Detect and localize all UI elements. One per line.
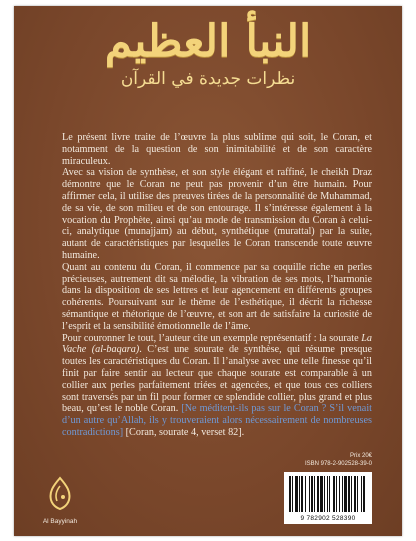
barcode-bar (309, 476, 310, 512)
barcode-bar (295, 476, 298, 512)
isbn-label: ISBN 978-2-902528-39-0 (304, 461, 372, 467)
sourate-name: La Vache (al-baqara) (62, 332, 372, 356)
blurb-paragraph: Quant au contenu du Coran, il commence par sa coquille riche en perles précieuses, autrement dit sa mélodie, la vibration de ses mots, l’harmonie dans la disposition de ses lettres et leur agencement en différents groupes cohérents. Poursuivant sur le thème de l’esthétique, il décrit la richesse sémantique et rhétorique de l’œuvre, et son art de satisfaire la curiosité de l’esprit et la sensibilité émotionnelle de l’âme. (62, 261, 372, 332)
publisher-logo-icon (43, 476, 77, 512)
arabic-subtitle: نظرات جديدة في القرآن (120, 69, 296, 89)
barcode-bar (329, 476, 330, 512)
final-part1: Pour couronner le tout, l’auteur cite un exemple représentatif : la sourate (62, 332, 362, 344)
barcode-bars (289, 476, 367, 512)
barcode-bar (317, 476, 319, 512)
price-block (305, 452, 372, 468)
blurb-paragraph-final (62, 333, 372, 439)
barcode-bar (305, 476, 306, 512)
barcode (284, 472, 372, 524)
blurb-paragraph: Le présent livre traite de l’œuvre la plus sublime qui soit, le Coran, et notamment de la question de son inimitabilité et de son caractère miraculeux. (62, 132, 372, 167)
barcode-bar (327, 476, 328, 512)
barcode-bar (342, 476, 343, 512)
book-back-cover (14, 6, 402, 536)
publisher-name: Al Bayyinah (42, 518, 78, 525)
barcode-bar (301, 476, 303, 512)
barcode-bar (324, 476, 325, 512)
barcode-bar (354, 476, 356, 512)
barcode-bar (314, 476, 315, 512)
barcode-bar (344, 476, 347, 512)
barcode-bar (351, 476, 352, 512)
arabic-title: النبأ العظيم (104, 16, 312, 67)
blurb-paragraph: Avec sa vision de synthèse, et son style élégant et raffiné, le cheikh Draz démontre que le Coran ne peut pas provenir d’un être humain. Pour affirmer cela, il utilise des preuves tirées de la personnalité de Muhammad, de sa vie, de son milieu et de son entourage. Il s’intéresse également à la vocation du Prophète, ainsi qu’au mode de transmission du Coran à celui-ci, analytique (munajjam) au début, synthétique (murattal) par la suite, autant de caractéristiques par lesquelles le Coran transcende toute œuvre humaine. (62, 167, 372, 261)
final-part2: . C’est une sourate de synthèse, qui résume presque toutes les caractéristiques du Coran. Il l’analyse avec une telle finesse qu’il finit par faire sentir au lecteur que chaque sourate est comparable à un collier aux perles parfaitement triées et agencées, et que tous ces colliers sont traversés par un fil pour former ce splendide collier, plus grand et plus beau, qu’est le noble Coran. (62, 344, 373, 415)
barcode-bar (292, 476, 293, 512)
barcode-bar (361, 476, 362, 512)
barcode-bar (336, 476, 337, 512)
publisher-logo (30, 476, 90, 525)
barcode-bar (333, 476, 335, 512)
price-label: Prix 20€ (349, 453, 372, 459)
barcode-bar (320, 476, 323, 512)
barcode-bar (357, 476, 358, 512)
quran-quote: [Ne méditent-ils pas sur le Coran ? S’il venait d’un autre qu’Allah, ils y trouveraient alors nécessairement de nombreuses contradictions] (62, 403, 372, 438)
blurb-text (62, 132, 372, 439)
barcode-bar (363, 476, 365, 512)
barcode-bar (339, 476, 340, 512)
barcode-bar (311, 476, 313, 512)
barcode-bar (299, 476, 300, 512)
barcode-number: 9 782902 528390 (300, 515, 356, 522)
barcode-bar (348, 476, 350, 512)
quote-reference: [Coran, sourate 4, verset 82]. (123, 426, 245, 438)
title-block (14, 18, 402, 90)
barcode-bar (289, 476, 291, 512)
